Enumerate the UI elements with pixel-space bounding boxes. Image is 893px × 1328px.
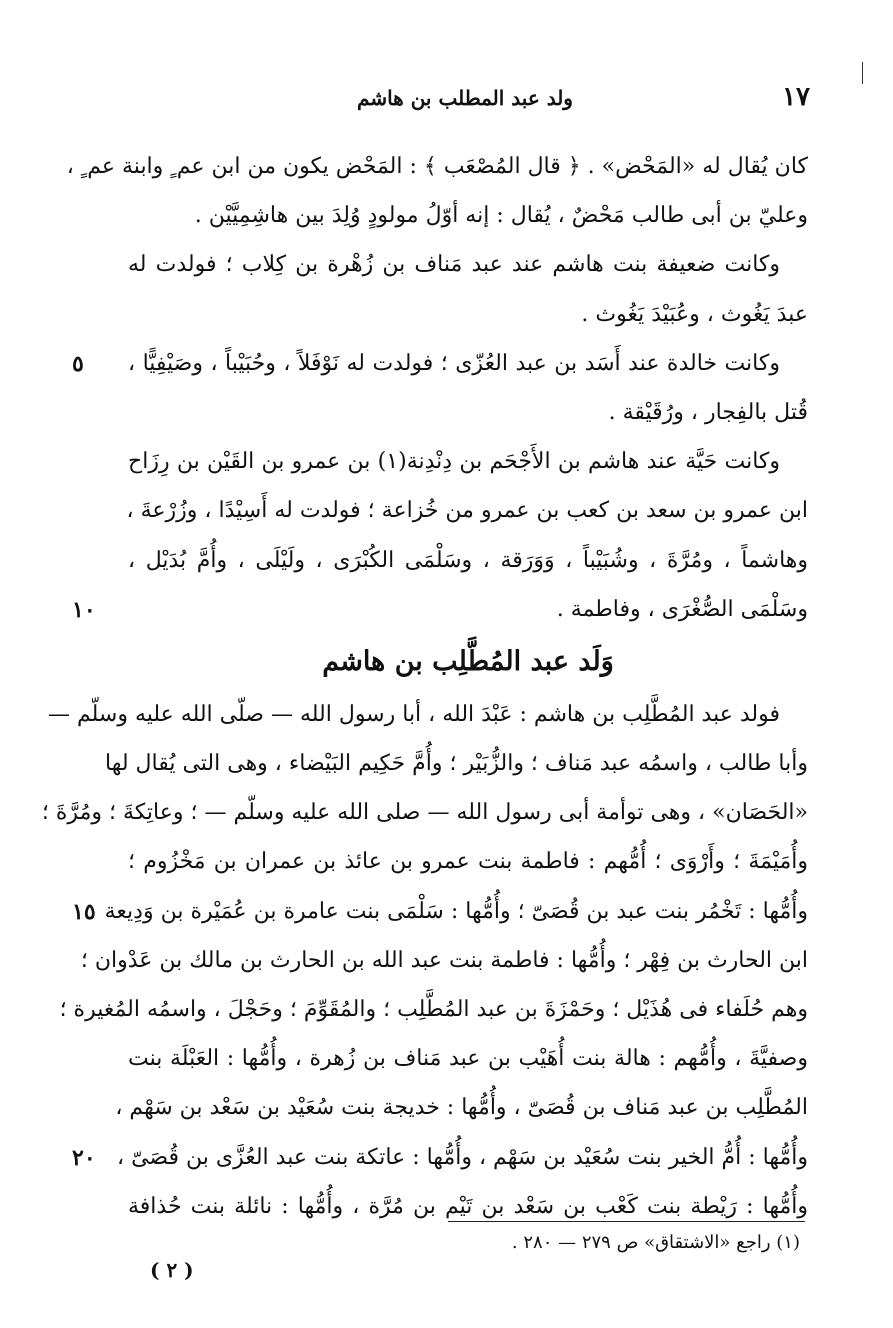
text-line: وصفيَّةَ ، وأُمُّهم : هالة بنت أُهَيْب بن عبد مَناف بن زُهرة ، وأُمُّها : العَبْلَة بنت xyxy=(128,1046,808,1072)
text-line: قُتل بالفِجار ، ورُقَيْقة . xyxy=(608,399,808,425)
text-line: كان يُقال له «المَحْض» . ﴿ قال المُصْعَب ﴾ : المَحْض يكون من ابن عم ٍ وابنة عم ٍ ، xyxy=(66,154,808,179)
text-line: وهم حُلَفاء فى هُذَيْل ؛ وحَمْزَةَ بن عبد المُطَّلِب ؛ والمُقَوِّمَ ؛ وحَجْلَ ، واسمُه المُغيرة ؛ xyxy=(59,997,808,1022)
text-line: وأُمُّها : أُمُّ الخير بنت سُعَيْد بن سَهْم ، وأُمُّها : عاتكة بنت عبد العُزَّى بن قُصَىّ ، xyxy=(116,1144,808,1170)
text-line: وهاشماً ، ومُرَّةَ ، وشُبَيْباً ، وَوَرَقة ، وسَلْمَى الكُبْرَى ، ولَيْلَى ، وأُمَّ بُدَيْل ، xyxy=(128,547,808,573)
footnote-rule xyxy=(448,1221,805,1222)
footnote: (١) راجع «الاشتقاق» ص ٢٧٩ — ٢٨٠ . xyxy=(511,1232,800,1253)
text-line: وأُمَيْمَةَ ؛ وأَرْوَى ؛ أُمُّهم : فاطمة بنت عمرو بن عائذ بن عمران بن مَخْزُوم ؛ xyxy=(128,849,808,875)
text-line: ابن الحارث بن فِهْر ؛ وأُمُّها : فاطمة بنت عبد الله بن الحارث بن مالك بن عَدْوان ؛ xyxy=(80,947,808,973)
text-line: وأبا طالب ، واسمُه عبد مَناف ؛ والزُّبَيْر ؛ وأُمَّ حَكِيم البَيْضاء ، وهى التى يُقال لها xyxy=(104,751,808,777)
section-title: وَلَد عبد المُطَّلِب بن هاشم xyxy=(322,645,614,677)
text-line: «الحَصَان» ، وهى توأمة أبى رسول الله — صلى الله عليه وسلّم — ؛ وعاتِكةَ ؛ ومُرَّةَ ؛ xyxy=(41,800,808,826)
signature-mark: ( ٢ ) xyxy=(150,1258,194,1282)
text-line: وكانت حَيَّة عند هاشم بن الأَجْحَم بن دِنْدِنة(١) بن عمرو بن القَيْن بن رِزَاح xyxy=(128,449,781,475)
text-line: عبدَ يَغُوث ، وعُبَيْدَ يَغُوث . xyxy=(581,301,808,327)
text-line: فولد عبد المُطَّلِب بن هاشم : عَبْدَ الله ، أبا رسول الله — صلّى الله عليه وسلّم — xyxy=(47,701,780,727)
text-line: وأُمُّها : رَيْطة بنت كَعْب بن سَعْد بن تَيْم بن مُرَّة ، وأُمُّها : نائلة بنت حُذافة xyxy=(128,1193,808,1219)
margin-mark xyxy=(862,62,863,84)
line-number: ١٠ xyxy=(72,596,96,623)
text-line: وسَلْمَى الصُّغْرَى ، وفاطمة . xyxy=(556,596,808,622)
text-line: وكانت خالدة عند أَسَد بن عبد العُزّى ؛ فولدت له نَوْفَلاً ، وحُبَيْباً ، وصَيْفِيًّا ، xyxy=(128,350,780,376)
line-number: ٢٠ xyxy=(72,1144,96,1171)
page-number: ١٧ xyxy=(782,82,810,112)
line-number: ١٥ xyxy=(72,898,96,925)
text-line: وأُمُّها : تَخْمُر بنت عبد بن قُصَىّ ؛ وأُمُّها : سَلْمَى بنت عامرة بن عُمَيْرة بن وَدِيعة xyxy=(104,898,808,924)
page-header xyxy=(120,82,810,122)
text-line: وكانت ضعيفة بنت هاشم عند عبد مَناف بن زُهْرة بن كِلاب ؛ فولدت له xyxy=(128,252,780,278)
line-number: ٥ xyxy=(72,350,84,377)
running-head: ولد عبد المطلب بن هاشم xyxy=(357,86,573,110)
text-line: وعليّ بن أبى طالب مَحْضٌ ، يُقال : إنه أوّلُ مولودٍ وُلِدَ بين هاشِمِيَّيْن . xyxy=(194,203,808,229)
text-line: المُطَّلِب بن عبد مَناف بن قُصَىّ ، وأُمُّها : خديجة بنت سُعَيْد بن سَعْد بن سَهْم ، xyxy=(115,1095,808,1121)
text-line: ابن عمرو بن سعد بن كعب بن عمرو من خُزاعة ؛ فولدت له أَسِيْدًا ، وزُرْعةَ ، xyxy=(126,498,808,524)
